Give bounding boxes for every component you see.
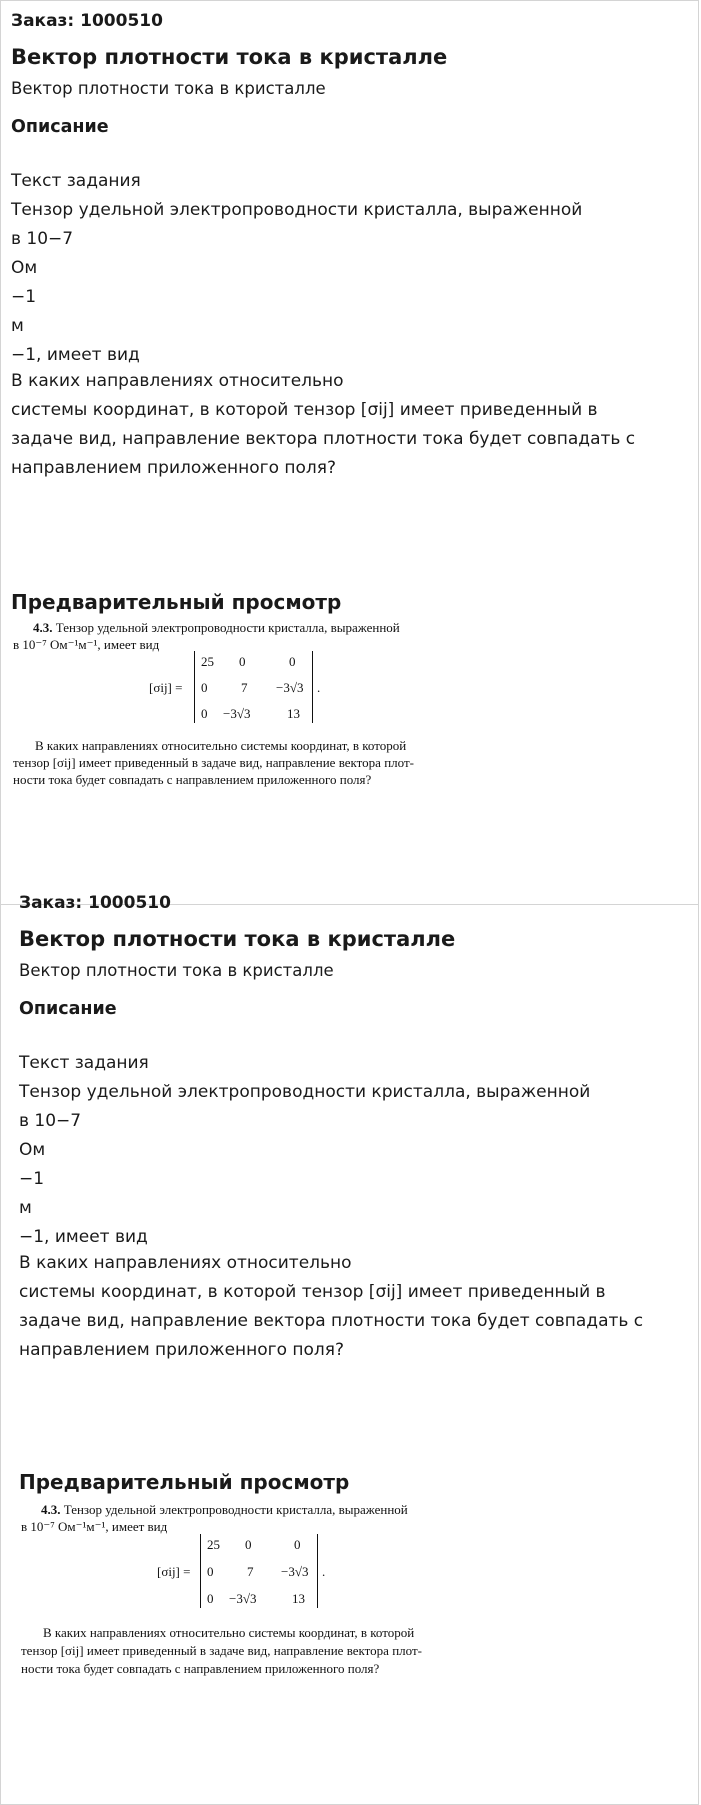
matrix-end: . — [317, 680, 321, 695]
question-text — [11, 367, 688, 483]
matrix-cell: −3√3 — [229, 1591, 257, 1606]
matrix-cell: −3√3 — [281, 1564, 309, 1579]
matrix-label: [σij] = — [149, 680, 183, 695]
matrix-cell: 25 — [207, 1537, 220, 1552]
question-line: направлением приложенного поля? — [11, 458, 337, 478]
matrix-right-bar — [317, 1534, 318, 1608]
matrix-cell: 0 — [294, 1537, 301, 1552]
task-line: м — [19, 1198, 32, 1218]
task-line: Тензор удельной электропроводности кристалла, выраженной — [11, 200, 583, 220]
task-line: Ом — [19, 1140, 46, 1160]
task-text — [19, 1049, 688, 1252]
scan-line: В каких направлениях относительно системы координат, в которой — [43, 1625, 415, 1640]
task-line: в 10−7 — [19, 1111, 82, 1131]
matrix-label: [σij] = — [157, 1564, 191, 1579]
matrix-cell: 13 — [287, 706, 300, 721]
document-card-2 — [0, 893, 699, 1805]
question-line: В каких направлениях относительно — [19, 1253, 352, 1273]
matrix-cell: 0 — [207, 1564, 214, 1579]
order-label: Заказ: 1000510 — [11, 11, 163, 31]
question-line: направлением приложенного поля? — [19, 1340, 345, 1360]
task-line: Текст задания — [19, 1053, 149, 1073]
scan-line: 4.3. Тензор удельной электропроводности кристалла, выраженной — [41, 1502, 408, 1517]
matrix-left-bar — [194, 651, 195, 723]
question-line: системы координат, в которой тензор [σij] имеет приведенный в — [19, 1282, 606, 1302]
matrix-cell: 0 — [289, 654, 296, 669]
matrix-cell: 0 — [201, 680, 208, 695]
question-line: В каких направлениях относительно — [11, 371, 344, 391]
question-line: системы координат, в которой тензор [σij] имеет приведенный в — [11, 400, 598, 420]
matrix-cell: 0 — [207, 1591, 214, 1606]
page-subtitle: Вектор плотности тока в кристалле — [19, 961, 334, 980]
task-text — [11, 167, 688, 370]
question-line: задаче вид, направление вектора плотности тока будет совпадать с — [11, 429, 636, 449]
scan-line: 4.3. Тензор удельной электропроводности кристалла, выраженной — [33, 620, 400, 635]
preview-heading: Предварительный просмотр — [19, 1470, 350, 1494]
order-label: Заказ: 1000510 — [19, 893, 171, 913]
task-line: −1 — [19, 1169, 45, 1189]
matrix-cell: 25 — [201, 654, 214, 669]
matrix-cell: 7 — [241, 680, 248, 695]
scan-line: ности тока будет совпадать с направлением приложенного поля? — [13, 772, 372, 787]
page-subtitle: Вектор плотности тока в кристалле — [11, 79, 326, 98]
description-heading: Описание — [19, 999, 117, 1019]
document-card-1 — [0, 0, 699, 905]
matrix-right-bar — [312, 651, 313, 723]
task-line: Ом — [11, 258, 38, 278]
preview-heading: Предварительный просмотр — [11, 590, 342, 614]
task-line: −1 — [11, 287, 37, 307]
scan-line: тензор [σij] имеет приведенный в задаче вид, направление вектора плот- — [21, 1643, 422, 1658]
scan-line: тензор [σij] имеет приведенный в задаче вид, направление вектора плот- — [13, 755, 414, 770]
scan-line: в 10⁻⁷ Ом⁻¹м⁻¹, имеет вид — [21, 1519, 168, 1534]
matrix-cell: 7 — [247, 1564, 254, 1579]
task-line: м — [11, 316, 24, 336]
matrix-cell: 0 — [239, 654, 246, 669]
page-title: Вектор плотности тока в кристалле — [19, 927, 456, 951]
task-line: Тензор удельной электропроводности кристалла, выраженной — [19, 1082, 591, 1102]
question-text — [19, 1249, 688, 1365]
task-line: −1, имеет вид — [19, 1227, 148, 1247]
matrix-cell: 13 — [292, 1591, 305, 1606]
matrix-end: . — [322, 1564, 326, 1579]
scanned-problem-image — [1, 617, 700, 797]
matrix-cell: 0 — [201, 706, 208, 721]
task-line: Текст задания — [11, 171, 141, 191]
matrix-cell: −3√3 — [223, 706, 251, 721]
matrix-left-bar — [200, 1534, 201, 1608]
description-heading: Описание — [11, 117, 109, 137]
task-line: в 10−7 — [11, 229, 74, 249]
question-line: задаче вид, направление вектора плотности тока будет совпадать с — [19, 1311, 644, 1331]
scan-line: В каких направлениях относительно системы координат, в которой — [35, 738, 407, 753]
scan-line: ности тока будет совпадать с направлением приложенного поля? — [21, 1661, 380, 1676]
matrix-cell: −3√3 — [276, 680, 304, 695]
scanned-problem-image — [1, 1497, 700, 1697]
problem-number: 4.3. — [33, 620, 53, 635]
page-title: Вектор плотности тока в кристалле — [11, 45, 448, 69]
problem-number: 4.3. — [41, 1502, 61, 1517]
matrix-cell: 0 — [245, 1537, 252, 1552]
task-line: −1, имеет вид — [11, 345, 140, 365]
scan-line: в 10⁻⁷ Ом⁻¹м⁻¹, имеет вид — [13, 637, 160, 652]
